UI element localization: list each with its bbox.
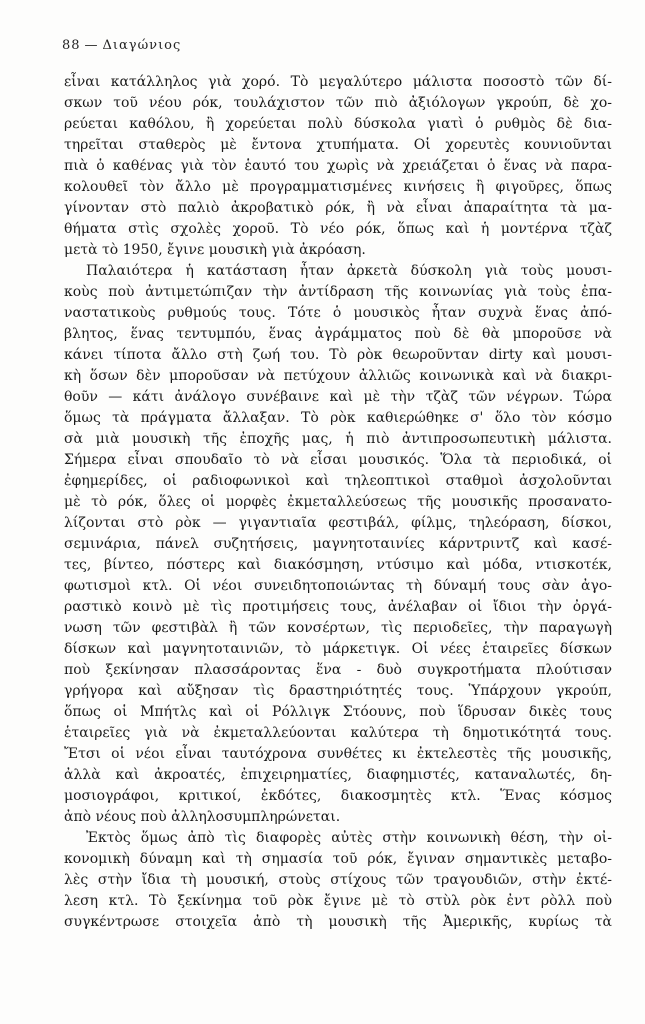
text-line: λίζονται στὸ ρὸκ — γιγαντιαῖα φεστιβάλ, φίλμς, τηλεόραση, δίσκοι, bbox=[64, 515, 612, 531]
text-line: ἀλλὰ καὶ ἀκροατές, ἐπιχειρηματίες, διαφημιστές, καταναλωτές, δη- bbox=[64, 767, 612, 783]
text-line: θοῦν — κάτι ἀνάλογο συνέβαινε καὶ μὲ τὴν τζὰζ τῶν νέγρων. Τώρα bbox=[64, 389, 612, 405]
text-line: εἶναι κατάλληλος γιὰ χορό. Τὸ μεγαλύτερο μάλιστα ποσοστὸ τῶν δί- bbox=[64, 74, 612, 90]
text-line: Ἐκτὸς ὅμως ἀπὸ τὶς διαφορὲς αὐτὲς στὴν κοινωνικὴ θέση, τὴν οἰ- bbox=[86, 830, 612, 846]
text-line: ναστατικοὺς ρυθμούς τους. Τότε ὁ μουσικὸς ἦταν συχνὰ ἕνας ἀπό- bbox=[64, 305, 612, 321]
text-line: τηρεῖται σταθερὸς μὲ ἔντονα χτυπήματα. Οἱ χορευτὲς κουνιοῦνται bbox=[64, 137, 612, 153]
text-line: σεμινάρια, πάνελ συζητήσεις, μαγνητοταινίες κάρντριντζ καὶ κασέ- bbox=[64, 536, 612, 552]
text-line: ἑταιρεῖες γιὰ νὰ ἐκμεταλλεύονται καλύτερα τὴ δημοτικότητά τους. bbox=[64, 725, 612, 741]
text-line: γίνονταν στὸ παλιὸ ἀκροβατικὸ ρόκ, ἢ νὰ εἶναι ἀπαραίτητα τὰ μα- bbox=[64, 200, 612, 216]
text-line: μὲ τὸ ρόκ, ὅλες οἱ μορφὲς ἐκμεταλλεύσεως τῆς μουσικῆς προσανατο- bbox=[64, 494, 612, 510]
paragraph bbox=[64, 72, 612, 261]
text-line: Παλαιότερα ἡ κατάσταση ἦταν ἀρκετὰ δύσκολη γιὰ τοὺς μουσι- bbox=[86, 263, 612, 279]
text-line: Σήμερα εἶναι σπουδαῖο τὸ νὰ εἶσαι μουσικός. Ὅλα τὰ περιοδικά, οἱ bbox=[64, 452, 612, 468]
text-line: λὲς στὴν ἴδια τὴ μουσική, στοὺς στίχους τῶν τραγουδιῶν, στὴν ἐκτέ- bbox=[64, 872, 612, 888]
running-head bbox=[62, 38, 181, 53]
text-line: μοσιογράφοι, κριτικοί, ἐκδότες, διακοσμητὲς κτλ. Ἕνας κόσμος bbox=[64, 788, 612, 804]
text-line: Ἔτσι οἱ νέοι εἶναι ταυτόχρονα συνθέτες κι ἐκτελεστὲς τῆς μουσικῆς, bbox=[64, 746, 612, 762]
text-line: ὅμως τὰ πράγματα ἄλλαξαν. Τὸ ρὸκ καθιερώθηκε σ' ὅλο τὸν κόσμο bbox=[64, 410, 612, 426]
running-head-author: Διαγώνιος bbox=[102, 38, 182, 53]
text-line: ἀπὸ νέους ποὺ ἀλληλοσυμπληρώνεται. bbox=[64, 809, 341, 825]
page-number: 88 bbox=[62, 38, 81, 53]
text-line: συγκέντρωσε στοιχεῖα ἀπὸ τὴ μουσικὴ τῆς Ἀμερικῆς, κυρίως τὰ bbox=[64, 914, 612, 930]
body-text bbox=[64, 72, 612, 933]
text-line: νωση τῶν φεστιβὰλ ἢ τῶν κονσέρτων, τὶς περιοδεῖες, τὴν παραγωγὴ bbox=[64, 620, 612, 636]
text-line: ραστικὸ κοινὸ μὲ τὶς προτιμήσεις τους, ἀνέλαβαν οἱ ἴδιοι τὴν ὀργά- bbox=[64, 599, 612, 615]
text-line: κάνει τίποτα ἄλλο στὴ ζωή του. Τὸ ρὸκ θεωροῦνταν dirty καὶ μουσι- bbox=[64, 347, 612, 363]
text-line: πιὰ ὁ καθένας γιὰ τὸν ἑαυτό του χωρὶς νὰ χρειάζεται ὁ ἕνας νὰ παρα- bbox=[64, 158, 612, 174]
text-line: λεση κτλ. Τὸ ξεκίνημα τοῦ ρὸκ ἔγινε μὲ τὸ στὺλ ρὸκ ἐντ ρὸλλ ποὺ bbox=[64, 893, 612, 909]
text-line: φωτισμοὶ κτλ. Οἱ νέοι συνειδητοποιώντας τὴ δύναμή τους σὰν ἀγο- bbox=[64, 578, 612, 594]
text-line: γρήγορα καὶ αὔξησαν τὶς δραστηριότητές τους. Ὑπάρχουν γκρούπ, bbox=[64, 683, 612, 699]
paragraph bbox=[64, 261, 612, 828]
text-line: ὅπως οἱ Μπήτλς καὶ οἱ Ρόλλιγκ Στόουνς, ποὺ ἵδρυσαν δικὲς τους bbox=[64, 704, 612, 720]
text-line: ποὺ ξεκίνησαν πλασσάροντας ἕνα - δυὸ συγκροτήματα πλούτισαν bbox=[64, 662, 612, 678]
text-line: κολουθεῖ τὸν ἄλλο μὲ προγραμματισμένες κινήσεις ἢ φιγοῦρες, ὅπως bbox=[64, 179, 612, 195]
text-line: τες, βίντεο, πόστερς καὶ διακόσμηση, ντύσιμο καὶ μόδα, ντισκοτέκ, bbox=[64, 557, 612, 573]
header-separator: — bbox=[84, 38, 99, 53]
text-line: σὰ μιὰ μουσικὴ τῆς ἐποχῆς μας, ἡ πιὸ ἀντιπροσωπευτικὴ μάλιστα. bbox=[64, 431, 612, 447]
paragraph bbox=[64, 828, 612, 933]
text-line: δίσκων καὶ μαγνητοταινιῶν, τὸ μάρκετιγκ. Οἱ νέες ἑταιρεῖες δίσκων bbox=[64, 641, 612, 657]
text-line: ρεύεται καθόλου, ἢ χορεύεται πολὺ δύσκολα γιατὶ ὁ ρυθμὸς δὲ δια- bbox=[64, 116, 612, 132]
text-line: κὴ ὅσων δὲν μποροῦσαν νὰ πετύχουν ἀλλιῶς κοινωνικὰ καὶ νὰ διακρι- bbox=[64, 368, 612, 384]
text-line: βλητος, ἕνας τεντυμπόυ, ἕνας ἀγράμματος ποὺ δὲ θὰ μποροῦσε νὰ bbox=[64, 326, 612, 342]
text-line: κονομικὴ δύναμη καὶ τὴ σημασία τοῦ ρόκ, ἔγιναν σημαντικὲς μεταβο- bbox=[64, 851, 612, 867]
text-line: κοὺς ποὺ ἀντιμετώπιζαν τὴν ἀντίδραση τῆς κοινωνίας γιὰ τοὺς ἐπα- bbox=[64, 284, 612, 300]
text-line: μετὰ τὸ 1950, ἔγινε μουσικὴ γιὰ ἀκρόαση. bbox=[64, 242, 366, 258]
text-line: ἐφημερίδες, οἱ ραδιοφωνικοὶ καὶ τηλεοπτικοὶ σταθμοὶ ἀσχολοῦνται bbox=[64, 473, 612, 489]
text-line: σκων τοῦ νέου ρόκ, τουλάχιστον τῶν πιὸ ἀξιόλογων γκρούπ, δὲ χο- bbox=[64, 95, 612, 111]
text-line: θήματα στὶς σχολὲς χοροῦ. Τὸ νέο ρόκ, ὅπως καὶ ἡ μοντέρνα τζὰζ bbox=[64, 221, 612, 237]
